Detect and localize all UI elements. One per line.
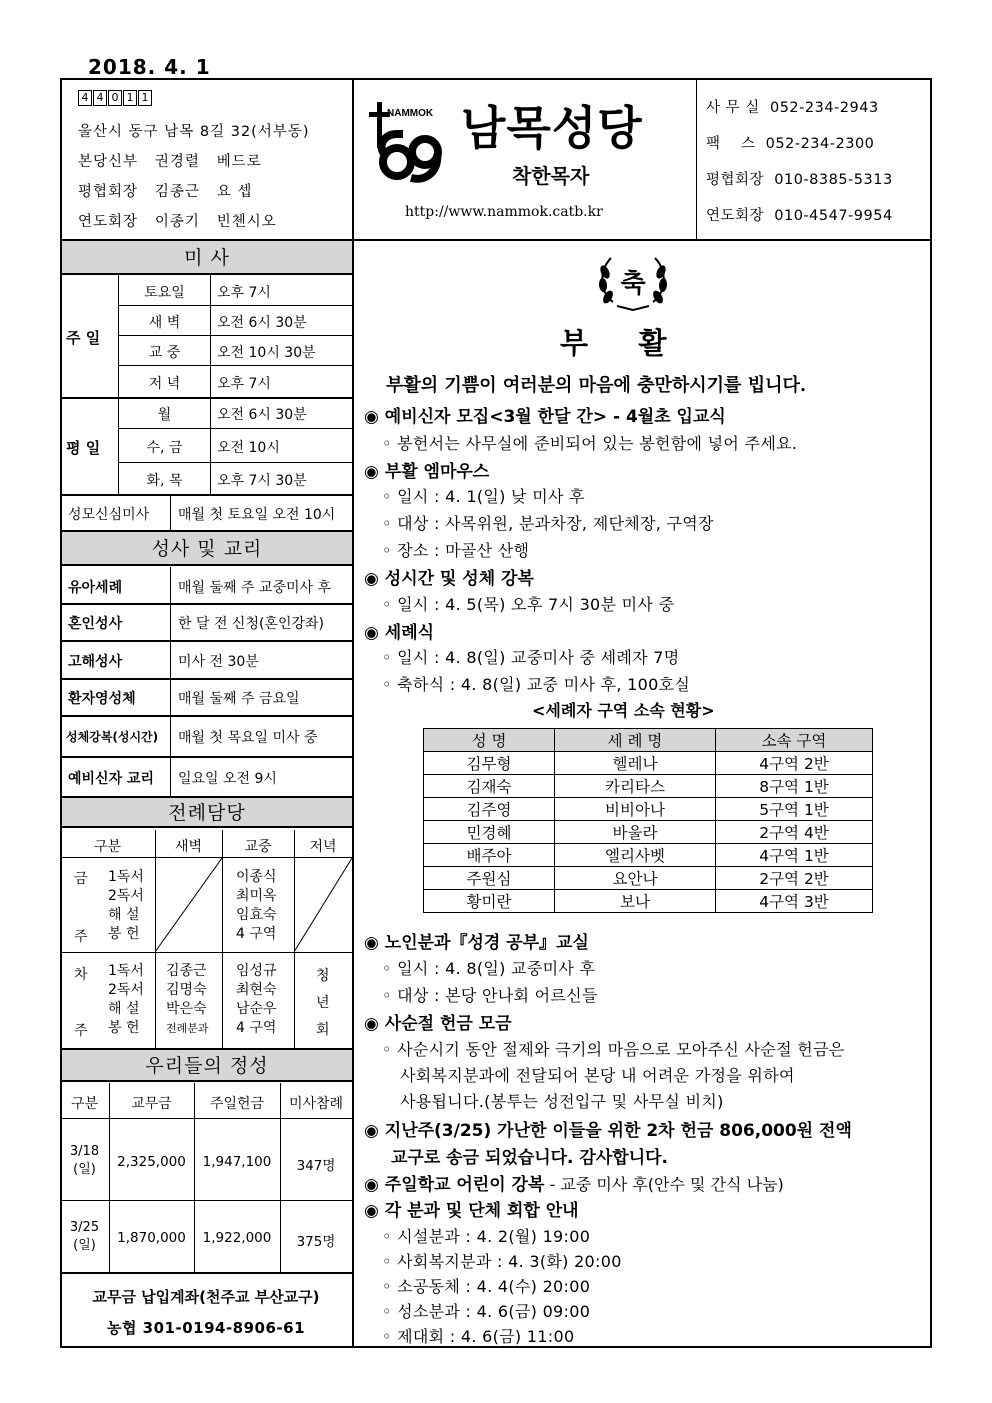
offering-header: 미사참례 <box>288 1096 344 1112</box>
announcement-title: ◉ 노인분과『성경 공부』교실 <box>364 933 589 953</box>
contact-yeondo: 연도회장 010-4547-9954 <box>706 208 893 224</box>
announcement-title: ◉ 예비신자 모집<3월 한달 간> - 4월초 입교식 <box>364 407 726 427</box>
announcement-line: ◦ 대상 : 본당 안나회 어르신들 <box>382 986 598 1005</box>
mass-day: 화, 목 <box>146 473 183 489</box>
website-link[interactable]: http://www.nammok.catb.kr <box>405 204 603 220</box>
sunday-label: 주 일 <box>66 329 101 347</box>
meeting-line: ◦ 소공동체 : 4. 4(수) 20:00 <box>382 1277 591 1296</box>
sacrament-desc: 일요일 오전 9시 <box>178 771 277 787</box>
church-logo-icon <box>367 98 449 188</box>
mass-time: 오후 7시 30분 <box>217 473 307 489</box>
weekday-label: 평 일 <box>66 439 101 457</box>
mass-day: 교 중 <box>148 345 181 361</box>
offering-sunday: 1,922,000 <box>202 1230 272 1246</box>
next-week-dawn: 김종근 김명숙 박은숙 전례분과 <box>166 963 209 1035</box>
church-name: 남목성당 <box>461 101 643 155</box>
sacrament-name: 혼인성사 <box>68 616 123 632</box>
liturgy-roles: 1독서 2독서 해 설 봉 헌 <box>108 869 144 942</box>
offering-section-title: 우리들의 정성 <box>62 1050 352 1082</box>
offering-date: 3/25 (일) <box>69 1220 100 1253</box>
mass-time: 오전 6시 30분 <box>217 315 307 331</box>
sacrament-desc: 매월 둘째 주 교중미사 후 <box>178 580 332 596</box>
offering-attendance: 347명 <box>296 1158 336 1174</box>
account-title: 교무금 납입계좌(천주교 부산교구) <box>92 1288 320 1306</box>
baptism-table-title: <세례자 구역 소속 현황> <box>532 701 715 720</box>
announcement-line: ◦ 장소 : 마골산 산행 <box>382 541 530 560</box>
offering-tithe: 1,870,000 <box>117 1230 186 1246</box>
announcement-title: ◉ 세례식 <box>364 623 435 643</box>
sacrament-name: 환자영성체 <box>68 691 136 707</box>
staff-row: 연도회장 이종기 빈첸시오 <box>78 214 277 230</box>
announcement-title: ◉ 각 분과 및 단체 회합 안내 <box>364 1201 579 1221</box>
announcement-title: ◉ 성시간 및 성체 강복 <box>364 569 534 589</box>
empty-slot-slash-icon <box>294 858 352 952</box>
table-header: 성 명 <box>424 729 555 752</box>
empty-slot-slash-icon <box>155 858 222 952</box>
next-week-main: 임성규 최현숙 남순우 4 구역 <box>236 963 277 1036</box>
baptism-table <box>423 728 873 913</box>
offering-attendance: 375명 <box>296 1234 336 1250</box>
contact-office: 사 무 실 052-234-2943 <box>706 100 879 116</box>
this-week-main: 이종식 최미옥 임효숙 4 구역 <box>236 869 277 942</box>
parish-info <box>62 80 352 240</box>
announcement-line: 사회복지분과에 전달되어 본당 내 어려운 가정을 위하여 <box>400 1066 795 1085</box>
sacrament-desc: 한 달 전 신청(혼인강좌) <box>178 616 324 632</box>
mass-day: 토요일 <box>144 285 185 301</box>
table-row: 김무형 헬레나 4구역 2반 <box>424 752 873 775</box>
offering-header: 구분 <box>70 1096 99 1112</box>
sacrament-name: 성체강복(성시간) <box>66 730 159 744</box>
svg-text:축: 축 <box>620 269 646 299</box>
mass-time: 오후 7시 <box>217 376 271 392</box>
offering-sunday: 1,947,100 <box>202 1154 272 1170</box>
liturgy-header: 새벽 <box>174 839 203 855</box>
offering-header: 주일헌금 <box>209 1096 265 1112</box>
table-header: 세 례 명 <box>555 729 716 752</box>
liturgy-header: 교중 <box>244 839 272 855</box>
motto: 착한목자 <box>512 164 590 188</box>
week-label: 주 <box>74 1023 88 1039</box>
mass-day: 월 <box>157 407 172 423</box>
address: 울산시 동구 남목 8길 32(서부동) <box>78 124 310 140</box>
week-label: 차 <box>74 967 88 983</box>
next-week-evening: 청 년 회 <box>316 968 330 1038</box>
sacrament-name: 고해성사 <box>68 654 123 670</box>
easter-title: 부 활 <box>560 326 667 360</box>
announcement-title: ◉ 부활 엠마우스 <box>364 462 490 482</box>
postal-code: 4 4 0 1 1 <box>78 90 153 106</box>
announcement-line: 사용됩니다.(봉투는 성전입구 및 사무실 비치) <box>400 1092 724 1111</box>
thanks-note: ◉ 지난주(3/25) 가난한 이들을 위한 2차 헌금 806,000원 전액 <box>364 1121 852 1141</box>
table-header: 소속 구역 <box>716 729 873 752</box>
offering-date: 3/18 (일) <box>69 1144 100 1177</box>
announcement-line: ◦ 일시 : 4. 5(목) 오후 7시 30분 미사 중 <box>382 595 675 614</box>
contact-council: 평협회장 010-8385-5313 <box>706 172 893 188</box>
announcement-line: ◦ 대상 : 사목위원, 분과차장, 제단체장, 구역장 <box>382 514 714 533</box>
announcement-line: ◦ 사순시기 동안 절제와 극기의 마음으로 모아주신 사순절 헌금은 <box>382 1040 845 1059</box>
table-row: 배주아 엘리사벳 4구역 1반 <box>424 844 873 867</box>
mass-section-title: 미 사 <box>62 241 352 275</box>
issue-date: 2018. 4. 1 <box>88 55 211 79</box>
church-header <box>355 80 695 240</box>
week-label: 주 <box>74 929 88 945</box>
sunday-school-note: ◉ 주일학교 어린이 강복 - 교중 미사 후(안수 및 간식 나눔) <box>364 1175 784 1195</box>
easter-message: 부활의 기쁨이 여러분의 마음에 충만하시기를 빕니다. <box>386 375 807 396</box>
mass-day: 수, 금 <box>146 440 183 456</box>
week-label: 금 <box>74 871 88 887</box>
liturgy-header: 구분 <box>93 839 122 855</box>
sacrament-name: 유아세례 <box>68 580 123 596</box>
meeting-line: ◦ 시설분과 : 4. 2(월) 19:00 <box>382 1227 591 1246</box>
mass-day: 새 벽 <box>148 315 181 331</box>
announcement-line: ◦ 일시 : 4. 8(일) 교중미사 중 세례자 7명 <box>382 648 680 667</box>
mass-time: 오후 7시 <box>217 285 271 301</box>
mass-day: 저 녁 <box>148 376 181 392</box>
offering-header: 교무금 <box>131 1096 172 1112</box>
contact-fax: 팩 스 052-234-2300 <box>706 136 875 152</box>
offering-tithe: 2,325,000 <box>117 1154 186 1170</box>
table-row: 김재숙 카리타스 8구역 1반 <box>424 775 873 798</box>
meeting-line: ◦ 사회복지분과 : 4. 3(화) 20:00 <box>382 1252 622 1271</box>
thanks-note-cont: 교구로 송금 되었습니다. 감사합니다. <box>391 1148 669 1168</box>
staff-row: 본당신부 권경렬 베드로 <box>78 154 262 170</box>
liturgy-section-title: 전례담당 <box>62 798 352 828</box>
sacraments-section-title: 성사 및 교리 <box>62 532 352 566</box>
staff-row: 평협회장 김종근 요 셉 <box>78 184 253 200</box>
table-row: 주원심 요안나 2구역 2반 <box>424 867 873 890</box>
special-mass-time: 매월 첫 토요일 오전 10시 <box>178 507 336 523</box>
announcement-line: ◦ 봉헌서는 사무실에 준비되어 있는 봉헌함에 넣어 주세요. <box>382 434 798 453</box>
mass-time: 오전 6시 30분 <box>217 407 307 423</box>
meeting-line: ◦ 성소분과 : 4. 6(금) 09:00 <box>382 1302 591 1321</box>
sacrament-desc: 매월 둘째 주 금요일 <box>178 691 300 707</box>
announcement-line: ◦ 일시 : 4. 1(일) 낮 미사 후 <box>382 487 585 506</box>
announcement-line: ◦ 축하식 : 4. 8(일) 교중 미사 후, 100호실 <box>382 675 691 694</box>
table-row: 황미란 보나 4구역 3반 <box>424 890 873 913</box>
sacrament-desc: 미사 전 30분 <box>178 654 259 670</box>
announcement-title: ◉ 사순절 헌금 모금 <box>364 1014 512 1034</box>
sacrament-name: 예비신자 교리 <box>68 771 155 787</box>
announcement-line: ◦ 일시 : 4. 8(일) 교중미사 후 <box>382 959 596 978</box>
svg-text:NAMMOK: NAMMOK <box>387 108 434 119</box>
laurel-wreath-icon <box>595 252 671 314</box>
account-number: 농협 301-0194-8906-61 <box>106 1319 306 1337</box>
table-row: 김주영 비비아나 5구역 1반 <box>424 798 873 821</box>
table-row: 민경혜 바울라 2구역 4반 <box>424 821 873 844</box>
mass-time: 오전 10시 30분 <box>217 345 316 361</box>
special-mass-label: 성모신심미사 <box>68 507 150 523</box>
sacrament-desc: 매월 첫 목요일 미사 중 <box>178 730 318 746</box>
meeting-line: ◦ 제대회 : 4. 6(금) 11:00 <box>382 1327 575 1346</box>
liturgy-header: 저녁 <box>309 839 337 855</box>
liturgy-roles: 1독서 2독서 해 설 봉 헌 <box>108 963 144 1036</box>
mass-time: 오전 10시 <box>217 440 280 456</box>
